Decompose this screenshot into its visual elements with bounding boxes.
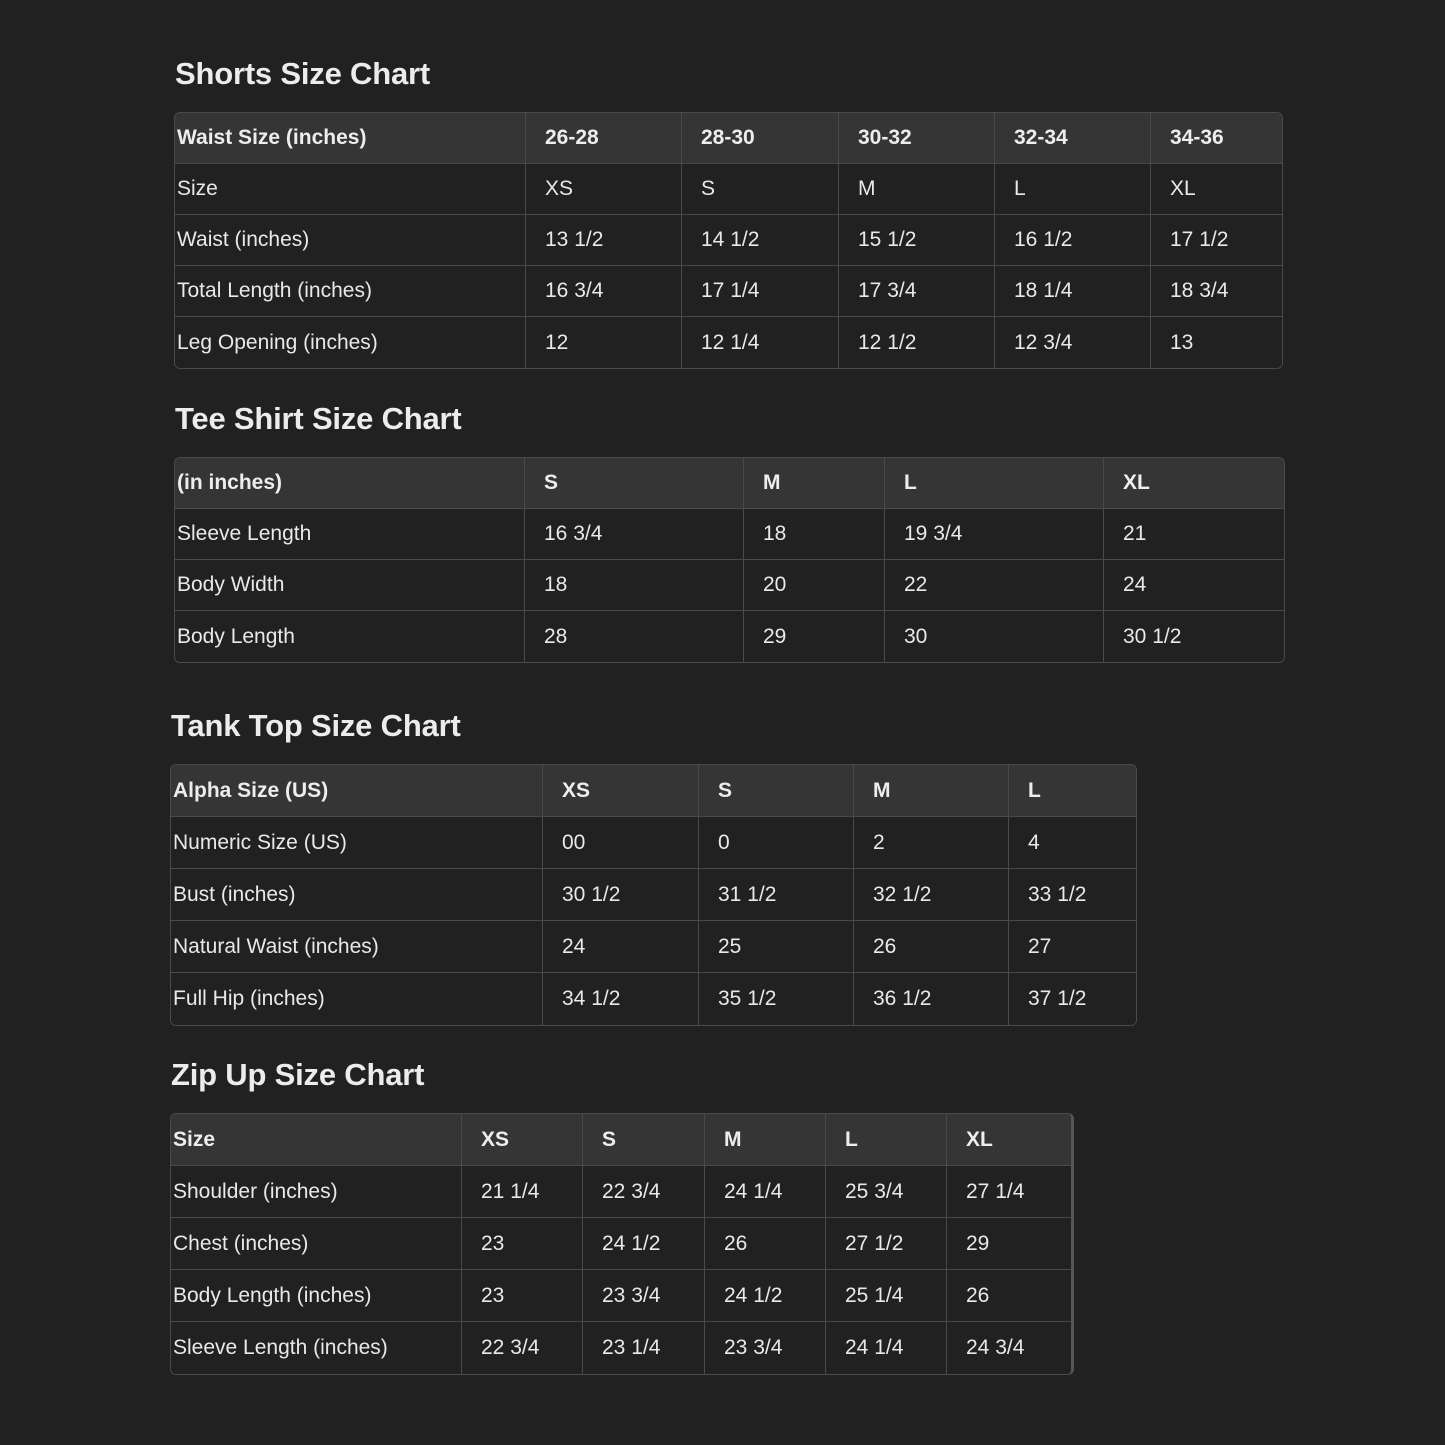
table-cell: 30 1/2: [543, 869, 699, 921]
table-cell: 25 1/4: [826, 1270, 947, 1322]
table-cell: 33 1/2: [1009, 869, 1136, 921]
table-cell: 2: [854, 817, 1009, 869]
row-label-cell: Natural Waist (inches): [171, 921, 543, 973]
row-label-cell: Numeric Size (US): [171, 817, 543, 869]
table-cell: 23 3/4: [705, 1322, 826, 1374]
table-cell: 18: [525, 560, 744, 611]
table-cell: 31 1/2: [699, 869, 854, 921]
table-cell: 16 1/2: [995, 215, 1151, 266]
table-row: [171, 817, 1136, 869]
table-header-row: [175, 113, 1282, 164]
header-cell: 30-32: [839, 113, 995, 164]
table-cell: 19 3/4: [885, 509, 1104, 560]
row-label-cell: Body Width: [175, 560, 525, 611]
table-cell: 24 1/2: [705, 1270, 826, 1322]
table-cell: 16 3/4: [525, 509, 744, 560]
table-cell: M: [839, 164, 995, 215]
row-label-cell: Bust (inches): [171, 869, 543, 921]
table-cell: 20: [744, 560, 885, 611]
table-cell: 14 1/2: [682, 215, 839, 266]
table-cell: 23 1/4: [583, 1322, 705, 1374]
header-cell: M: [744, 458, 885, 509]
table-row: [175, 164, 1282, 215]
table-cell: 17 1/2: [1151, 215, 1282, 266]
table-cell: L: [995, 164, 1151, 215]
row-label-cell: Size: [175, 164, 526, 215]
tank-chart-title: Tank Top Size Chart: [171, 708, 461, 743]
table-row: [171, 869, 1136, 921]
header-cell: Waist Size (inches): [175, 113, 526, 164]
table-cell: 23: [462, 1218, 583, 1270]
header-cell: L: [1009, 765, 1136, 817]
table-row: [175, 509, 1284, 560]
table-cell: 00: [543, 817, 699, 869]
row-label-cell: Sleeve Length (inches): [171, 1322, 462, 1374]
table-cell: 4: [1009, 817, 1136, 869]
table-cell: 18 3/4: [1151, 266, 1282, 317]
table-cell: 26: [854, 921, 1009, 973]
header-cell: L: [885, 458, 1104, 509]
table-cell: 29: [744, 611, 885, 662]
table-row: [175, 317, 1282, 368]
header-cell: XL: [947, 1114, 1071, 1166]
table-cell: 29: [947, 1218, 1071, 1270]
table-row: [171, 1218, 1071, 1270]
table-cell: 16 3/4: [526, 266, 682, 317]
table-row: [175, 266, 1282, 317]
header-cell: Size: [171, 1114, 462, 1166]
table-header-row: [171, 765, 1136, 817]
table-cell: 21: [1104, 509, 1284, 560]
tank-size-table: [170, 764, 1137, 1026]
table-header-row: [175, 458, 1284, 509]
table-cell: 18: [744, 509, 885, 560]
table-cell: 35 1/2: [699, 973, 854, 1025]
table-cell: 32 1/2: [854, 869, 1009, 921]
row-label-cell: Leg Opening (inches): [175, 317, 526, 368]
table-cell: 12 3/4: [995, 317, 1151, 368]
table-cell: 24: [1104, 560, 1284, 611]
table-row: [171, 1166, 1071, 1218]
table-row: [171, 1322, 1071, 1374]
zip-size-table: [170, 1113, 1074, 1375]
shorts-size-table: [174, 112, 1283, 369]
row-label-cell: Shoulder (inches): [171, 1166, 462, 1218]
tee-size-table: [174, 457, 1285, 663]
table-cell: 30 1/2: [1104, 611, 1284, 662]
header-cell: M: [705, 1114, 826, 1166]
table-cell: 25: [699, 921, 854, 973]
table-cell: 24 1/4: [826, 1322, 947, 1374]
table-cell: XL: [1151, 164, 1282, 215]
table-cell: 12 1/2: [839, 317, 995, 368]
shorts-chart-title: Shorts Size Chart: [175, 56, 430, 91]
table-row: [175, 560, 1284, 611]
header-cell: 28-30: [682, 113, 839, 164]
tee-chart-title: Tee Shirt Size Chart: [175, 401, 462, 436]
table-cell: 0: [699, 817, 854, 869]
table-row: [175, 215, 1282, 266]
table-cell: 24 3/4: [947, 1322, 1071, 1374]
table-cell: 27: [1009, 921, 1136, 973]
table-cell: 12: [526, 317, 682, 368]
row-label-cell: Body Length (inches): [171, 1270, 462, 1322]
table-cell: 36 1/2: [854, 973, 1009, 1025]
table-cell: 22 3/4: [583, 1166, 705, 1218]
table-cell: 28: [525, 611, 744, 662]
table-cell: 13: [1151, 317, 1282, 368]
zip-chart-title: Zip Up Size Chart: [171, 1057, 425, 1092]
header-cell: S: [583, 1114, 705, 1166]
header-cell: 26-28: [526, 113, 682, 164]
table-cell: S: [682, 164, 839, 215]
header-cell: XL: [1104, 458, 1284, 509]
table-cell: 23 3/4: [583, 1270, 705, 1322]
table-cell: 18 1/4: [995, 266, 1151, 317]
table-cell: 17 3/4: [839, 266, 995, 317]
table-header-row: [171, 1114, 1071, 1166]
table-row: [175, 611, 1284, 662]
row-label-cell: Full Hip (inches): [171, 973, 543, 1025]
header-cell: 32-34: [995, 113, 1151, 164]
row-label-cell: Waist (inches): [175, 215, 526, 266]
header-cell: Alpha Size (US): [171, 765, 543, 817]
row-label-cell: Total Length (inches): [175, 266, 526, 317]
table-cell: 34 1/2: [543, 973, 699, 1025]
table-row: [171, 921, 1136, 973]
table-row: [171, 1270, 1071, 1322]
table-cell: XS: [526, 164, 682, 215]
table-cell: 24 1/2: [583, 1218, 705, 1270]
table-cell: 27 1/2: [826, 1218, 947, 1270]
header-cell: 34-36: [1151, 113, 1282, 164]
table-cell: 22 3/4: [462, 1322, 583, 1374]
header-cell: S: [525, 458, 744, 509]
table-cell: 21 1/4: [462, 1166, 583, 1218]
table-cell: 12 1/4: [682, 317, 839, 368]
table-cell: 27 1/4: [947, 1166, 1071, 1218]
table-cell: 15 1/2: [839, 215, 995, 266]
table-row: [171, 973, 1136, 1025]
header-cell: S: [699, 765, 854, 817]
table-cell: 17 1/4: [682, 266, 839, 317]
row-label-cell: Chest (inches): [171, 1218, 462, 1270]
row-label-cell: Sleeve Length: [175, 509, 525, 560]
table-cell: 23: [462, 1270, 583, 1322]
header-cell: XS: [543, 765, 699, 817]
table-cell: 26: [947, 1270, 1071, 1322]
row-label-cell: Body Length: [175, 611, 525, 662]
table-cell: 24 1/4: [705, 1166, 826, 1218]
header-cell: (in inches): [175, 458, 525, 509]
table-cell: 25 3/4: [826, 1166, 947, 1218]
table-cell: 13 1/2: [526, 215, 682, 266]
header-cell: M: [854, 765, 1009, 817]
table-cell: 37 1/2: [1009, 973, 1136, 1025]
header-cell: L: [826, 1114, 947, 1166]
table-cell: 22: [885, 560, 1104, 611]
header-cell: XS: [462, 1114, 583, 1166]
table-cell: 30: [885, 611, 1104, 662]
table-cell: 26: [705, 1218, 826, 1270]
table-cell: 24: [543, 921, 699, 973]
